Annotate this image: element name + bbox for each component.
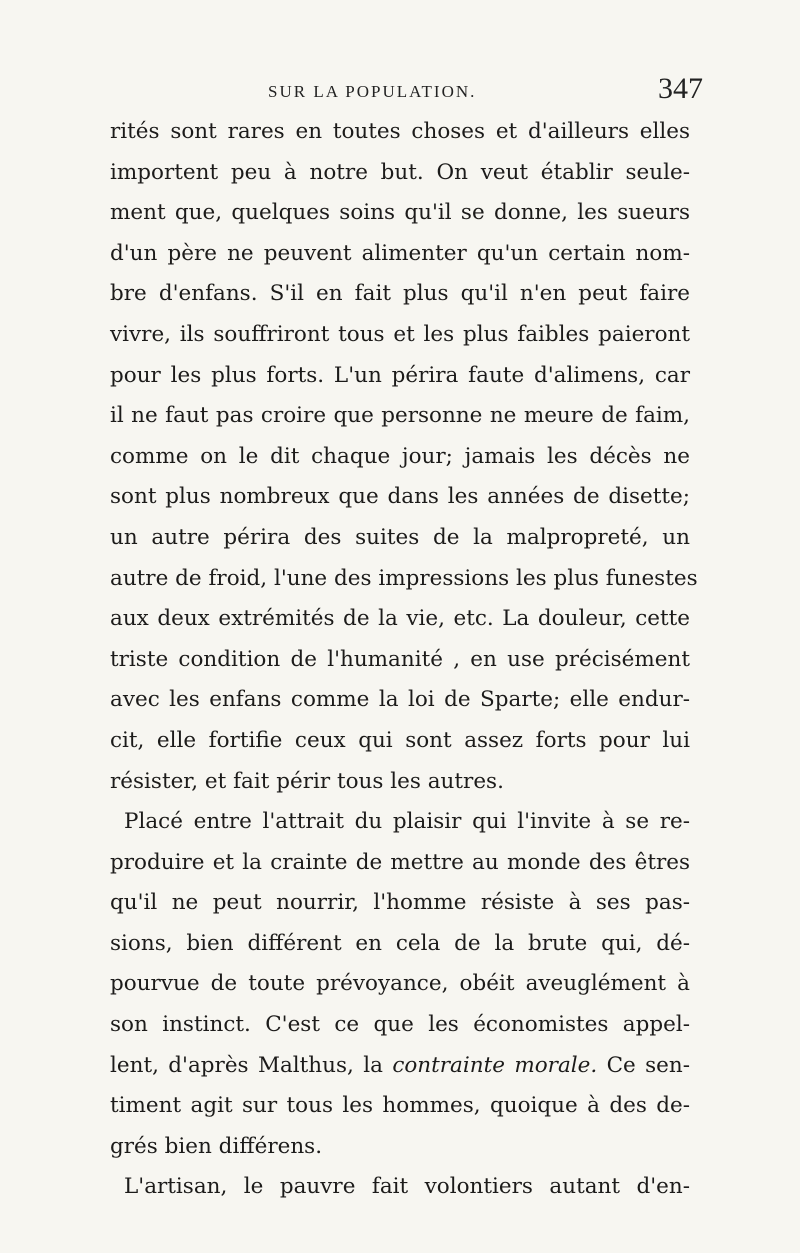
text-line: sions, bien différent en cela de la brute qui, dé-	[110, 930, 690, 956]
text-segment: Ce sen-	[597, 1052, 690, 1078]
text-line: rités sont rares en toutes choses et d'ailleurs elles	[110, 119, 690, 144]
text-line-with-emphasis	[110, 1046, 690, 1087]
text-line: L'artisan, le pauvre fait volontiers autant d'en-	[124, 1174, 690, 1200]
text-line: timent agit sur tous les hommes, quoique à des de-	[110, 1093, 690, 1119]
text-line: vivre, ils souffriront tous et les plus faibles paieront	[110, 321, 690, 347]
text-line: qu'il ne peut nourrir, l'homme résiste à ses pas-	[110, 890, 690, 916]
body-text	[110, 112, 698, 1208]
text-line: bre d'enfans. S'il en fait plus qu'il n'en peut faire	[110, 281, 690, 307]
text-line: il ne faut pas croire que personne ne meure de faim,	[110, 403, 690, 429]
text-line: résister, et fait périr tous les autres.	[110, 768, 504, 794]
text-line: avec les enfans comme la loi de Sparte; elle endur-	[110, 687, 690, 713]
text-line: Placé entre l'attrait du plaisir qui l'invite à se re-	[124, 809, 690, 835]
text-line: pour les plus forts. L'un périra faute d'alimens, car	[110, 362, 690, 388]
text-line: d'un père ne peuvent alimenter qu'un certain nom-	[110, 240, 690, 266]
text-line: son instinct. C'est ce que les économistes appel-	[110, 1012, 690, 1038]
text-line: ment que, quelques soins qu'il se donne, les sueurs	[110, 200, 690, 226]
page-number: 347	[658, 72, 703, 105]
text-line: sont plus nombreux que dans les années de disette;	[110, 484, 690, 510]
text-line: importent peu à notre but. On veut établir seule-	[110, 159, 690, 185]
text-line: triste condition de l'humanité , en use précisément	[110, 646, 690, 672]
text-line: pourvue de toute prévoyance, obéit aveuglément à	[110, 971, 690, 997]
text-line: produire et la crainte de mettre au monde des êtres	[110, 849, 690, 875]
running-head: SUR LA POPULATION.	[268, 82, 477, 101]
emphasis-contrainte-morale: contrainte morale.	[392, 1052, 598, 1078]
text-line: aux deux extrémités de la vie, etc. La douleur, cette	[110, 606, 690, 632]
text-line: grés bien différens.	[110, 1133, 323, 1159]
text-line: un autre périra des suites de la malpropreté, un	[110, 524, 690, 550]
text-line: comme on le dit chaque jour; jamais les décès ne	[110, 443, 690, 469]
text-line: cit, elle fortifie ceux qui sont assez forts pour lui	[110, 727, 690, 753]
text-segment: lent, d'après Malthus, la	[110, 1052, 383, 1078]
text-line: autre de froid, l'une des impressions les plus funestes	[110, 565, 698, 591]
